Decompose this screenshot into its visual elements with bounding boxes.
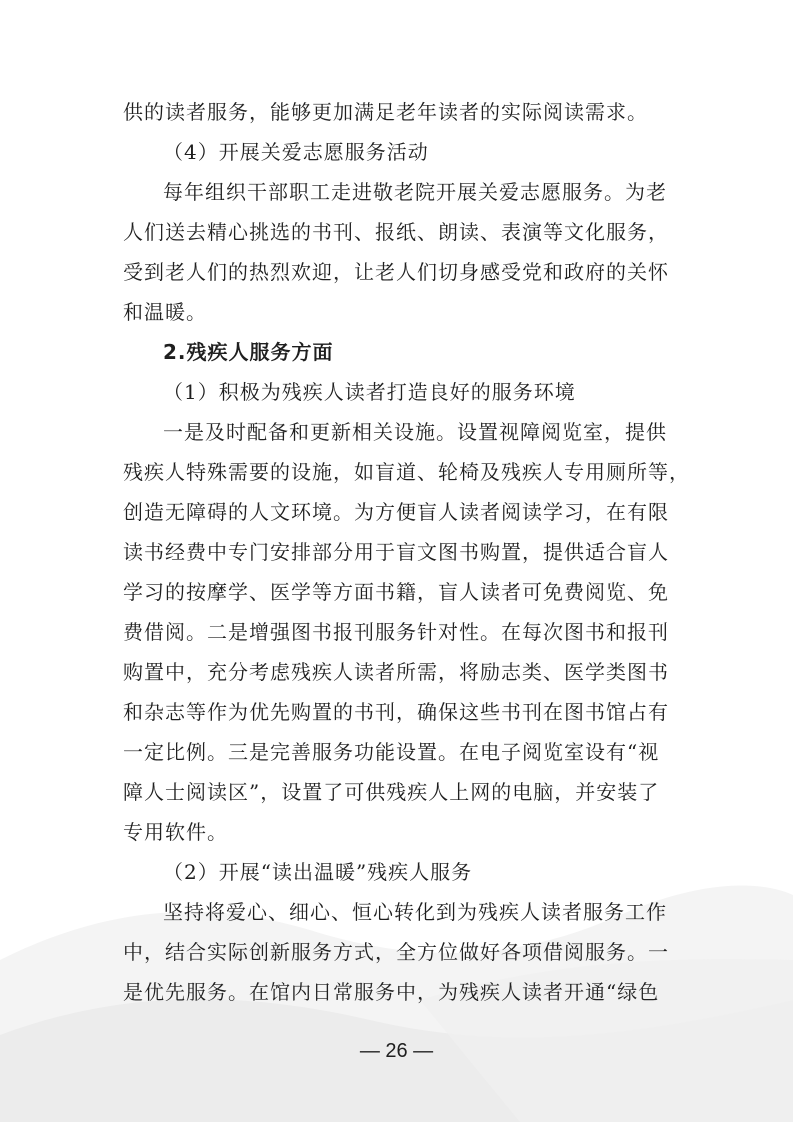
paragraph-line: 读书经费中专门安排部分用于盲文图书购置，提供适合盲人 xyxy=(123,540,669,564)
paragraph-line: 一定比例。三是完善服务功能设置。在电子阅览室设有“视 xyxy=(123,740,660,764)
paragraph-line: 是优先服务。在馆内日常服务中，为残疾人读者开通“绿色 xyxy=(123,980,660,1004)
paragraph-line: 专用软件。 xyxy=(123,820,228,844)
page-number: — 26 — xyxy=(359,1040,434,1062)
paragraph-line: 中，结合实际创新服务方式，全方位做好各项借阅服务。一 xyxy=(123,940,669,964)
paragraph-line: 学习的按摩学、医学等方面书籍，盲人读者可免费阅览、免 xyxy=(123,580,669,604)
paragraph-line: 和温暖。 xyxy=(123,300,207,324)
section-subtitle: （4）开展关爱志愿服务活动 xyxy=(163,140,429,164)
section-heading: 2.残疾人服务方面 xyxy=(163,340,334,364)
section-subtitle: （2）开展“读出温暖”残疾人服务 xyxy=(163,860,473,884)
paragraph-line: 人们送去精心挑选的书刊、报纸、朗读、表演等文化服务， xyxy=(123,220,669,244)
paragraph-line: 每年组织干部职工走进敬老院开展关爱志愿服务。为老 xyxy=(163,180,667,204)
paragraph-line: 一是及时配备和更新相关设施。设置视障阅览室，提供 xyxy=(163,420,667,444)
paragraph-line: 费借阅。二是增强图书报刊服务针对性。在每次图书和报刊 xyxy=(123,620,669,644)
paragraph-line: 供的读者服务，能够更加满足老年读者的实际阅读需求。 xyxy=(123,100,648,124)
paragraph-line: 购置中，充分考虑残疾人读者所需，将励志类、医学类图书 xyxy=(123,660,669,684)
paragraph-line: 创造无障碍的人文环境。为方便盲人读者阅读学习，在有限 xyxy=(123,500,669,524)
body-text xyxy=(123,92,690,1012)
paragraph-line: 和杂志等作为优先购置的书刊，确保这些书刊在图书馆占有 xyxy=(123,700,669,724)
paragraph-line: 坚持将爱心、细心、恒心转化到为残疾人读者服务工作 xyxy=(163,900,667,924)
paragraph-line: 障人士阅读区”，设置了可供残疾人上网的电脑，并安装了 xyxy=(123,780,660,804)
paragraph-line: 残疾人特殊需要的设施，如盲道、轮椅及残疾人专用厕所等， xyxy=(123,460,690,484)
section-subtitle: （1）积极为残疾人读者打造良好的服务环境 xyxy=(163,380,576,404)
paragraph-line: 受到老人们的热烈欢迎，让老人们切身感受党和政府的关怀 xyxy=(123,260,669,284)
